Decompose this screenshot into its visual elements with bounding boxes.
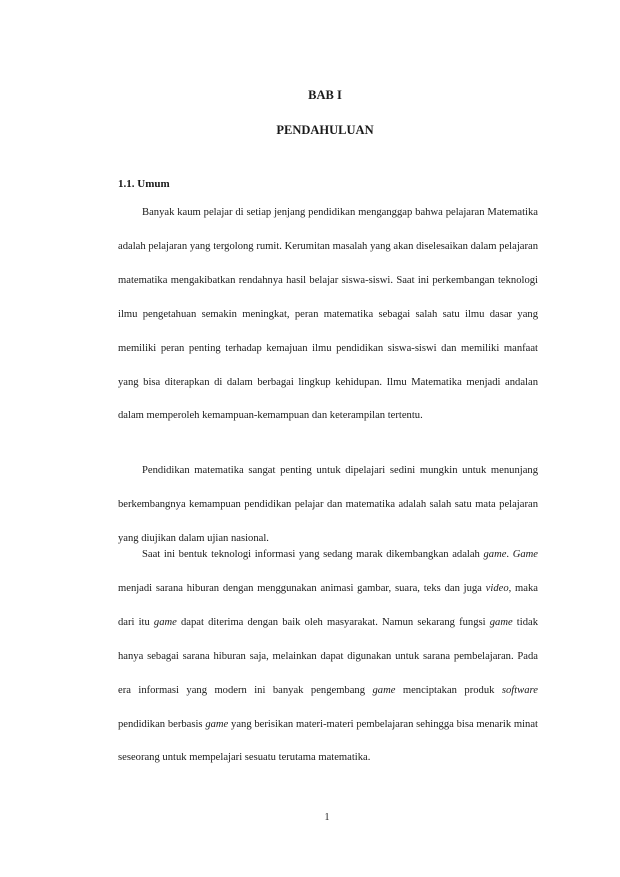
italic-term: software (501, 684, 538, 696)
italic-term: game (205, 718, 229, 730)
text-run: Banyak kaum pelajar di setiap jenjang pendidikan menganggap bahwa pelajaran Matematika adalah pelajaran yang tergolong rumit. Kerumitan masalah yang akan diselesaikan dalam pelajaran matematika mengakibatkan rendahnya hasil belajar siswa-siswi. Saat ini perkembangan teknologi ilmu pengetahuan semakin meningkat, peran matematika sebagai salah satu ilmu dasar yang memiliki peran penting terhadap kemajuan ilmu pendidikan siswa-siswi dan memiliki manfaat yang bisa diterapkan di dalam berbagai lingkup kehidupan. Ilmu Matematika menjadi andalan dalam memperoleh kemampuan-kemampuan dan keterampilan tertentu. (118, 207, 538, 422)
text-run: , maka dari itu (118, 582, 538, 628)
chapter-title: PENDAHULUAN (276, 123, 374, 137)
italic-term: game (153, 616, 177, 628)
text-run: . (506, 549, 513, 560)
italic-term: game (483, 549, 507, 560)
italic-term: Game (512, 549, 538, 560)
text-run: menciptakan produk (395, 684, 502, 696)
text-run: Pendidikan matematika sangat penting untuk dipelajari sedini mungkin untuk menunjang berkembangnya kemampuan pendidikan pelajar dan matematika adalah salah satu mata pelajaran yang diujikan dalam ujian nasional. (118, 465, 538, 544)
italic-term: video (485, 582, 509, 594)
italic-term: game (489, 616, 513, 628)
paragraph (118, 196, 538, 433)
text-run: tidak hanya sebagai sarana hiburan saja, melainkan dapat digunakan untuk sarana pembelajaran. Pada era informasi yang modern ini banyak pengembang (118, 616, 538, 696)
page-number: 1 (324, 812, 330, 823)
text-run: pendidikan berbasis (118, 718, 206, 730)
text-run: menjadi sarana hiburan dengan menggunakan animasi gambar, suara, teks dan juga (118, 582, 486, 594)
paragraph (118, 538, 538, 775)
italic-term: game (372, 684, 396, 696)
section-title: 1.1. Umum (118, 178, 170, 190)
text-run: dapat diterima dengan baik oleh masyarakat. Namun sekarang fungsi (176, 616, 490, 628)
text-run: Saat ini bentuk teknologi informasi yang sedang marak dikembangkan adalah (142, 549, 484, 560)
chapter-number: BAB I (308, 88, 342, 102)
text-run: yang berisikan materi-materi pembelajaran sehingga bisa menarik minat seseorang untuk mempelajari sesuatu terutama matematika. (118, 718, 538, 764)
